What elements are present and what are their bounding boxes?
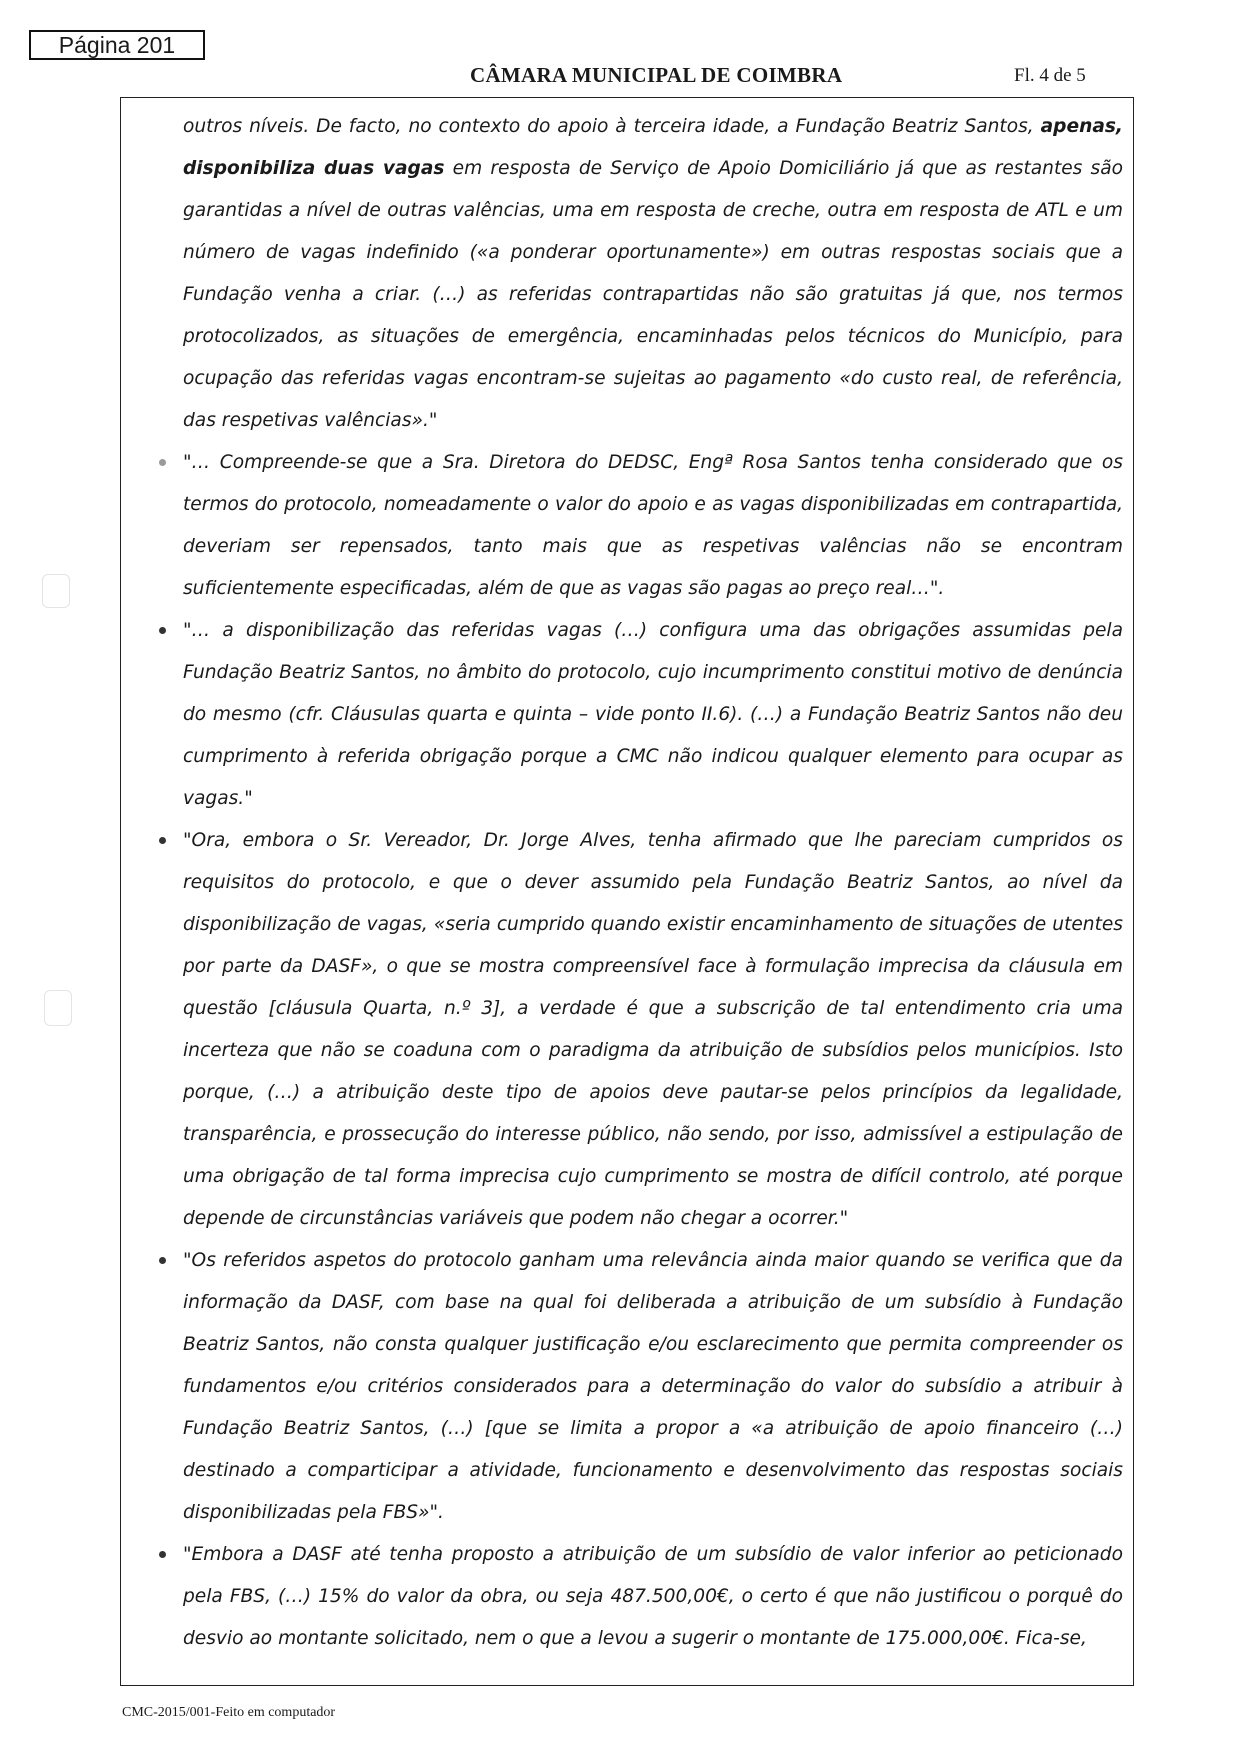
intro-paragraph: [183, 106, 1123, 442]
document-header-title: CÂMARA MUNICIPAL DE COIMBRA: [470, 63, 843, 87]
intro-text: outros níveis. De facto, no contexto do apoio à terceira idade, a Fundação Beatriz Santos,: [183, 116, 1041, 137]
quotation-list: [183, 442, 1123, 1660]
intro-emphasis: apenas, disponibiliza duas vagas: [183, 116, 1123, 179]
bullet-icon: [159, 1257, 166, 1264]
bullet-icon: [159, 627, 166, 634]
list-item: [183, 442, 1123, 610]
list-item: [183, 820, 1123, 1240]
list-item-text: "Os referidos aspetos do protocolo ganham uma relevância ainda maior quando se verifica que da informação da DASF, com base na qual foi deliberada a atribuição de um subsídio à Fundação Beatriz Santos, não consta qualquer justificação e/ou esclarecimento que permita compreender os fundamentos e/ou critérios considerados para a determinação do valor do subsídio a atribuir à Fundação Beatriz Santos, (…) [que se limita a propor a «a atribuição de apoio financeiro (…) destinado a comparticipar a atividade, funcionamento e desenvolvimento das respostas sociais disponibilizadas pela FBS»".: [183, 1250, 1123, 1523]
folio-number: Fl. 4 de 5: [1014, 65, 1086, 86]
binding-hole-mark: [42, 574, 70, 608]
list-item-text: "Embora a DASF até tenha proposto a atribuição de um subsídio de valor inferior ao peticionado pela FBS, (…) 15% do valor da obra, ou seja 487.500,00€, o certo é que não justificou o porquê do desvio ao montante solicitado, nem o que a levou a sugerir o montante de 175.000,00€. Fica-se,: [183, 1544, 1123, 1649]
bullet-icon: [159, 459, 166, 466]
intro-text-continued: em resposta de Serviço de Apoio Domiciliário já que as restantes são garantidas a nível de outras valências, uma em resposta de creche, outra em resposta de ATL e um número de vagas indefinido («a ponderar oportunamente») em outras respostas sociais que a Fundação venha a criar. (…) as referidas contrapartidas não são gratuitas já que, nos termos protocolizados, as situações de emergência, encaminhadas pelos técnicos do Município, para ocupação das referidas vagas encontram-se sujeitas ao pagamento «do custo real, de referência, das respetivas valências».": [183, 158, 1123, 431]
list-item-text: "… Compreende-se que a Sra. Diretora do DEDSC, Engª Rosa Santos tenha considerado que os termos do protocolo, nomeadamente o valor do apoio e as vagas disponibilizadas em contrapartida, deveriam ser repensados, tanto mais que as respetivas valências não se encontram suficientemente especificadas, além de que as vagas são pagas ao preço real…".: [183, 452, 1123, 599]
list-item: [183, 610, 1123, 820]
list-item-text: "… a disponibilização das referidas vagas (…) configura uma das obrigações assumidas pela Fundação Beatriz Santos, no âmbito do protocolo, cujo incumprimento constitui motivo de denúncia do mesmo (cfr. Cláusulas quarta e quinta – vide ponto II.6). (…) a Fundação Beatriz Santos não deu cumprimento à referida obrigação porque a CMC não indicou qualquer elemento para ocupar as vagas.": [183, 620, 1123, 809]
list-item: [183, 1240, 1123, 1534]
list-item-text: "Ora, embora o Sr. Vereador, Dr. Jorge Alves, tenha afirmado que lhe pareciam cumpridos os requisitos do protocolo, e que o dever assumido pela Fundação Beatriz Santos, ao nível da disponibilização de vagas, «seria cumprido quando existir encaminhamento de situações de utentes por parte da DASF», o que se mostra compreensível face à formulação imprecisa da cláusula em questão [cláusula Quarta, n.º 3], a verdade é que a subscrição de tal entendimento cria uma incerteza que não se coaduna com o paradigma da atribuição de subsídios pelos municípios. Isto porque, (…) a atribuição deste tipo de apoios deve pautar-se pelos princípios da legalidade, transparência, e prossecução do interesse público, não sendo, por isso, admissível a estipulação de uma obrigação de tal forma imprecisa cujo cumprimento se mostra de difícil controlo, até porque depende de circunstâncias variáveis que podem não chegar a ocorrer.": [183, 830, 1123, 1229]
binding-hole-mark: [44, 990, 72, 1026]
bullet-icon: [159, 837, 166, 844]
page-number-badge: Página 201: [29, 30, 205, 60]
bullet-icon: [159, 1551, 166, 1558]
list-item: [183, 1534, 1123, 1660]
document-body: [183, 106, 1123, 1660]
form-code-footer: CMC-2015/001-Feito em computador: [122, 1705, 336, 1720]
